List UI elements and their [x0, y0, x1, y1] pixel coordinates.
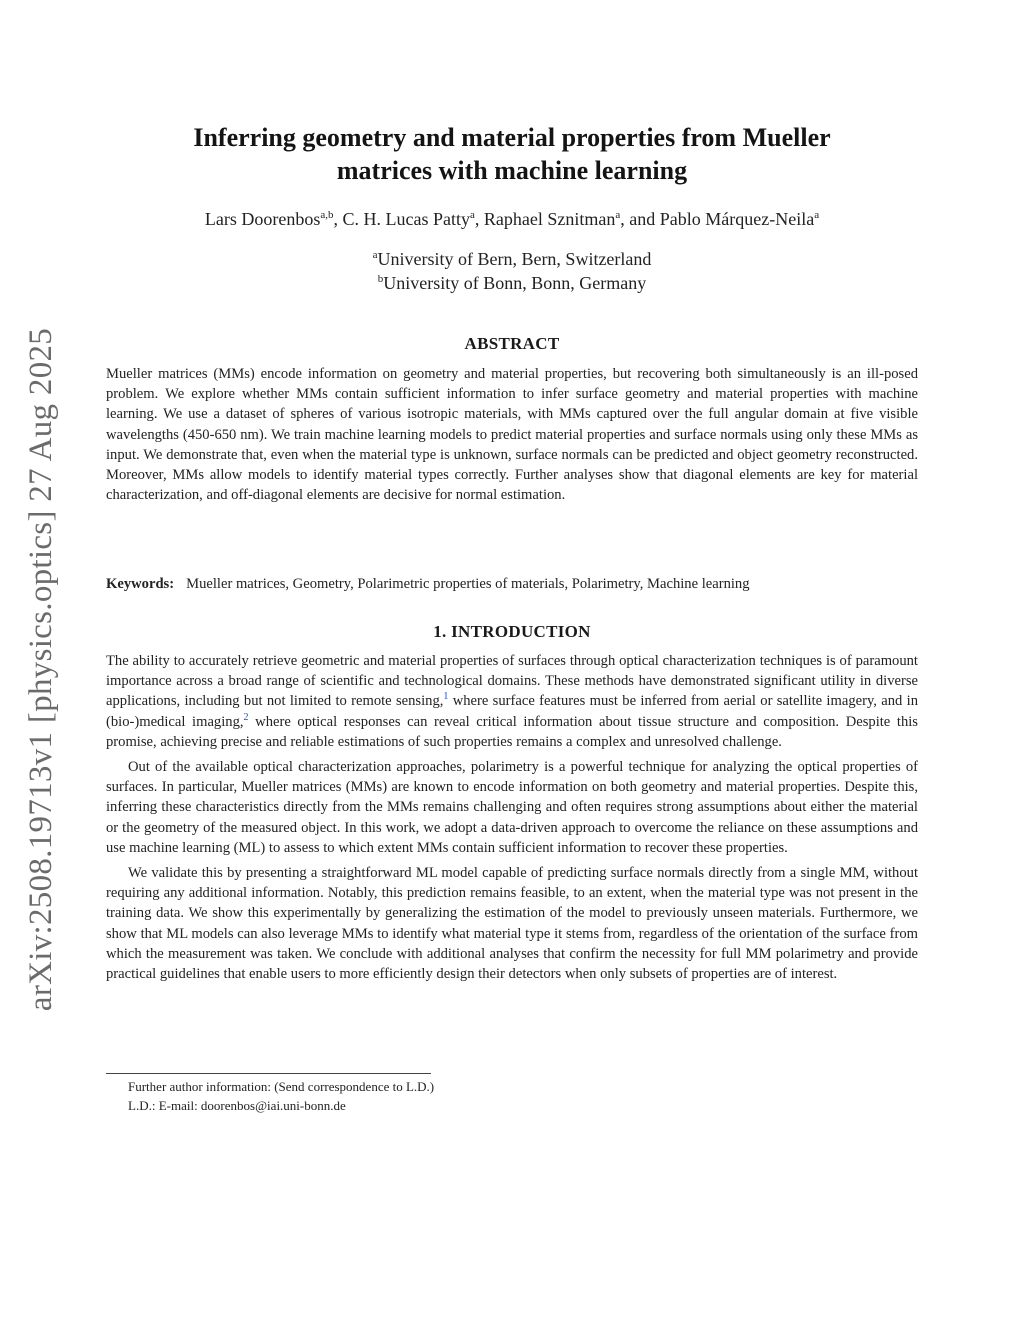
affiliation-mark: b [377, 273, 384, 285]
intro-paragraph-1 [106, 651, 918, 752]
introduction-body [106, 651, 918, 989]
keywords-label: Keywords: [106, 576, 175, 592]
author-list [106, 207, 918, 231]
affiliation-mark: a [372, 249, 378, 261]
keywords-line [106, 574, 918, 594]
author-separator: , and [620, 209, 660, 229]
intro-p1-part-a: The ability to accurately retrieve geometric and material properties of surfaces through optical characterization techniques is of paramount importance across a broad range of scientific and technological domains. These methods have demonstrated significant utility in diverse applications, including but not limited to remote sensing, [106, 653, 918, 710]
affiliation-text: University of Bonn, Bonn, Germany [383, 273, 647, 293]
author-affiliation-mark: a,b [320, 209, 334, 221]
author-affiliation-mark: a [814, 209, 820, 221]
author-affiliation-mark: a [470, 209, 475, 221]
author-name: C. H. Lucas Patty [342, 209, 471, 229]
affiliation-text: University of Bern, Bern, Switzerland [377, 249, 652, 269]
footnote-author-info: Further author information: (Send correspondence to L.D.) [128, 1079, 435, 1094]
author-affiliation-mark: a [615, 209, 621, 221]
footnote-email: L.D.: E-mail: doorenbos@iai.uni-bonn.de [128, 1098, 346, 1113]
arxiv-identifier-stamp [20, 318, 64, 1020]
keywords-text: Mueller matrices, Geometry, Polarimetric properties of materials, Polarimetry, Machine learning [186, 576, 750, 592]
footnote-divider [106, 1073, 431, 1074]
author-separator: , [333, 209, 343, 229]
abstract-heading: ABSTRACT [464, 334, 560, 353]
title-line-1: Inferring geometry and material properties from Mueller [193, 123, 831, 152]
abstract-paragraph: Mueller matrices (MMs) encode information on geometry and material properties, but recovering both simultaneously is an ill-posed problem. We explore whether MMs contain sufficient information to infer surface geometry and material properties with machine learning. We use a dataset of spheres of various isotropic materials, with MMs captured over the full angular domain at five visible wavelengths (450-650 nm). We train machine learning models to predict material properties and surface normals using only these MMs as input. We demonstrate that, even when the material type is unknown, surface normals can be predicted and object geometry reconstructed. Moreover, MMs allow models to identify material types correctly. Further analyses show that diagonal elements are key for material characterization, and off-diagonal elements are decisive for normal estimation. [106, 366, 918, 504]
paper-title [106, 121, 918, 187]
affiliation-item [106, 271, 918, 295]
arxiv-identifier-text: arXiv:2508.19713v1 [physics.optics] 27 Aug 2025 [23, 327, 60, 1011]
author-separator: , [474, 209, 484, 229]
title-line-2: matrices with machine learning [336, 156, 688, 185]
intro-paragraph-3: We validate this by presenting a straightforward ML model capable of predicting surface normals directly from a single MM, without requiring any additional information. Notably, this prediction remains feasible, to an extent, when the material type was not present in the training data. We show this experimentally by generalizing the estimation of the model to previously unseen materials. Furthermore, we show that ML models can also leverage MMs to identify what material type it stems from, regardless of the orientation of the surface from which the measurement was taken. We conclude with additional analyses that confirm the necessity for full MM polarimetry and provide practical guidelines that enable users to more efficiently design their detectors when only subsets of properties are of interest. [106, 865, 918, 983]
intro-p1-part-b: where surface features must be inferred from aerial or satellite imagery, and in (bio-)medical imaging, [106, 693, 918, 730]
footnotes [128, 1077, 828, 1115]
author-name: Lars Doorenbos [204, 209, 321, 229]
abstract-body [106, 364, 918, 510]
citation-ref-1[interactable]: 1 [443, 691, 449, 703]
intro-p1-part-c: where optical responses can reveal critical information about tissue structure and composition. Despite this promise, achieving precise and reliable estimations of such properties remains a complex and unresolved challenge. [106, 713, 918, 750]
introduction-heading: 1. INTRODUCTION [433, 622, 591, 641]
author-name: Pablo Márquez-Neila [659, 209, 815, 229]
affiliation-item [106, 247, 918, 271]
author-name: Raphael Sznitman [483, 209, 616, 229]
affiliation-list [106, 247, 918, 295]
intro-paragraph-2: Out of the available optical characterization approaches, polarimetry is a powerful technique for analyzing the optical properties of surfaces. In particular, Mueller matrices (MMs) are known to encode information on both geometry and material properties. Despite this, inferring these characteristics directly from the MMs remains challenging and often requires strong assumptions about either the material or the geometry of the measured object. In this work, we adopt a data-driven approach to overcome the reliance on these assumptions and use machine learning (ML) to assess to which extent MMs contain sufficient information to recover these properties. [106, 759, 918, 856]
citation-ref-2[interactable]: 2 [243, 711, 249, 723]
